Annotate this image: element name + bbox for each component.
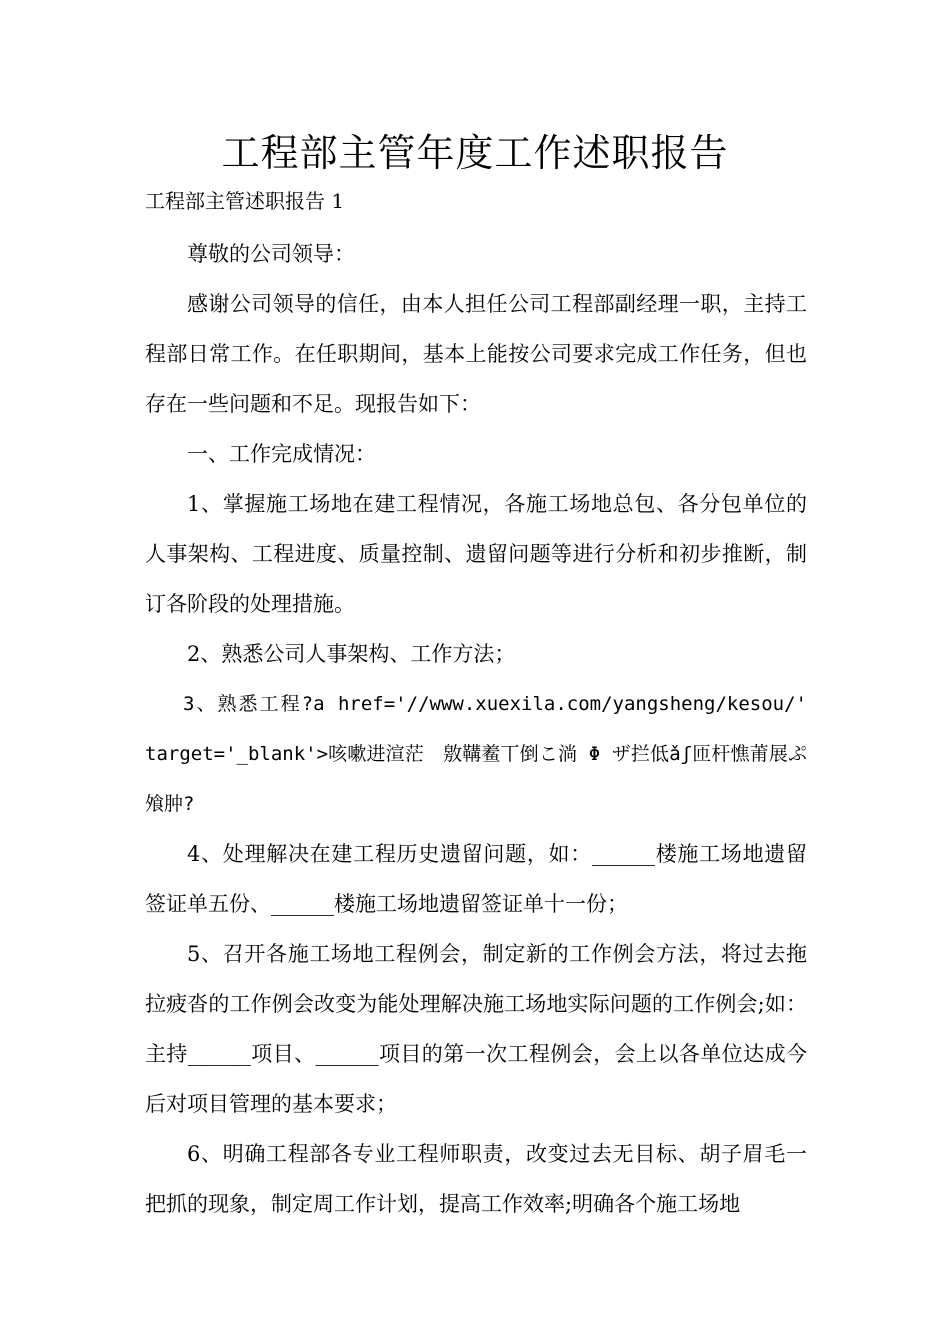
item-paragraph-1: 1、掌握施工场地在建工程情况，各施工场地总包、各分包单位的人事架构、工程进度、质量控制、遗留问题等进行分析和初步推断，制订各阶段的处理措施。 — [145, 492, 807, 616]
intro-paragraph: 感谢公司领导的信任，由本人担任公司工程部副经理一职，主持工程部日常工作。在任职期间，基本上能按公司要求完成工作任务，但也存在一些问题和不足。现报告如下： — [145, 292, 807, 416]
item-paragraph-2: 2、熟悉公司人事架构、工作方法； — [187, 642, 516, 666]
item-paragraph-3: 3、熟悉工程?a href='//www.xuexila.com/yangsheng/kesou/' target='_blank'>咳嗽进渲茫 敫鞲鲝丅倒こ淌 Φ ザ拦低ǎʃ匝杆憔莆展ぷ飧肿? — [145, 693, 807, 815]
item-paragraph-4: 4、处理解决在建工程历史遗留问题，如：______楼施工场地遗留签证单五份、______楼施工场地遗留签证单十一份； — [145, 842, 807, 916]
document-title: 工程部主管年度工作述职报告 — [221, 131, 729, 175]
section-heading: 一、工作完成情况： — [187, 442, 376, 466]
item-paragraph-5: 5、召开各施工场地工程例会，制定新的工作例会方法，将过去拖拉疲沓的工作例会改变为能处理解决施工场地实际问题的工作例会;如：主持______项目、______项目的第一次工程例会，会上以各单位达成今后对项目管理的基本要求； — [145, 942, 807, 1116]
report-subtitle: 工程部主管述职报告 1 — [145, 189, 345, 213]
document-body — [145, 229, 807, 1229]
item-paragraph-6: 6、明确工程部各专业工程师职责，改变过去无目标、胡子眉毛一把抓的现象，制定周工作计划，提高工作效率;明确各个施工场地 — [145, 1142, 807, 1216]
salutation: 尊敬的公司领导： — [187, 242, 355, 266]
